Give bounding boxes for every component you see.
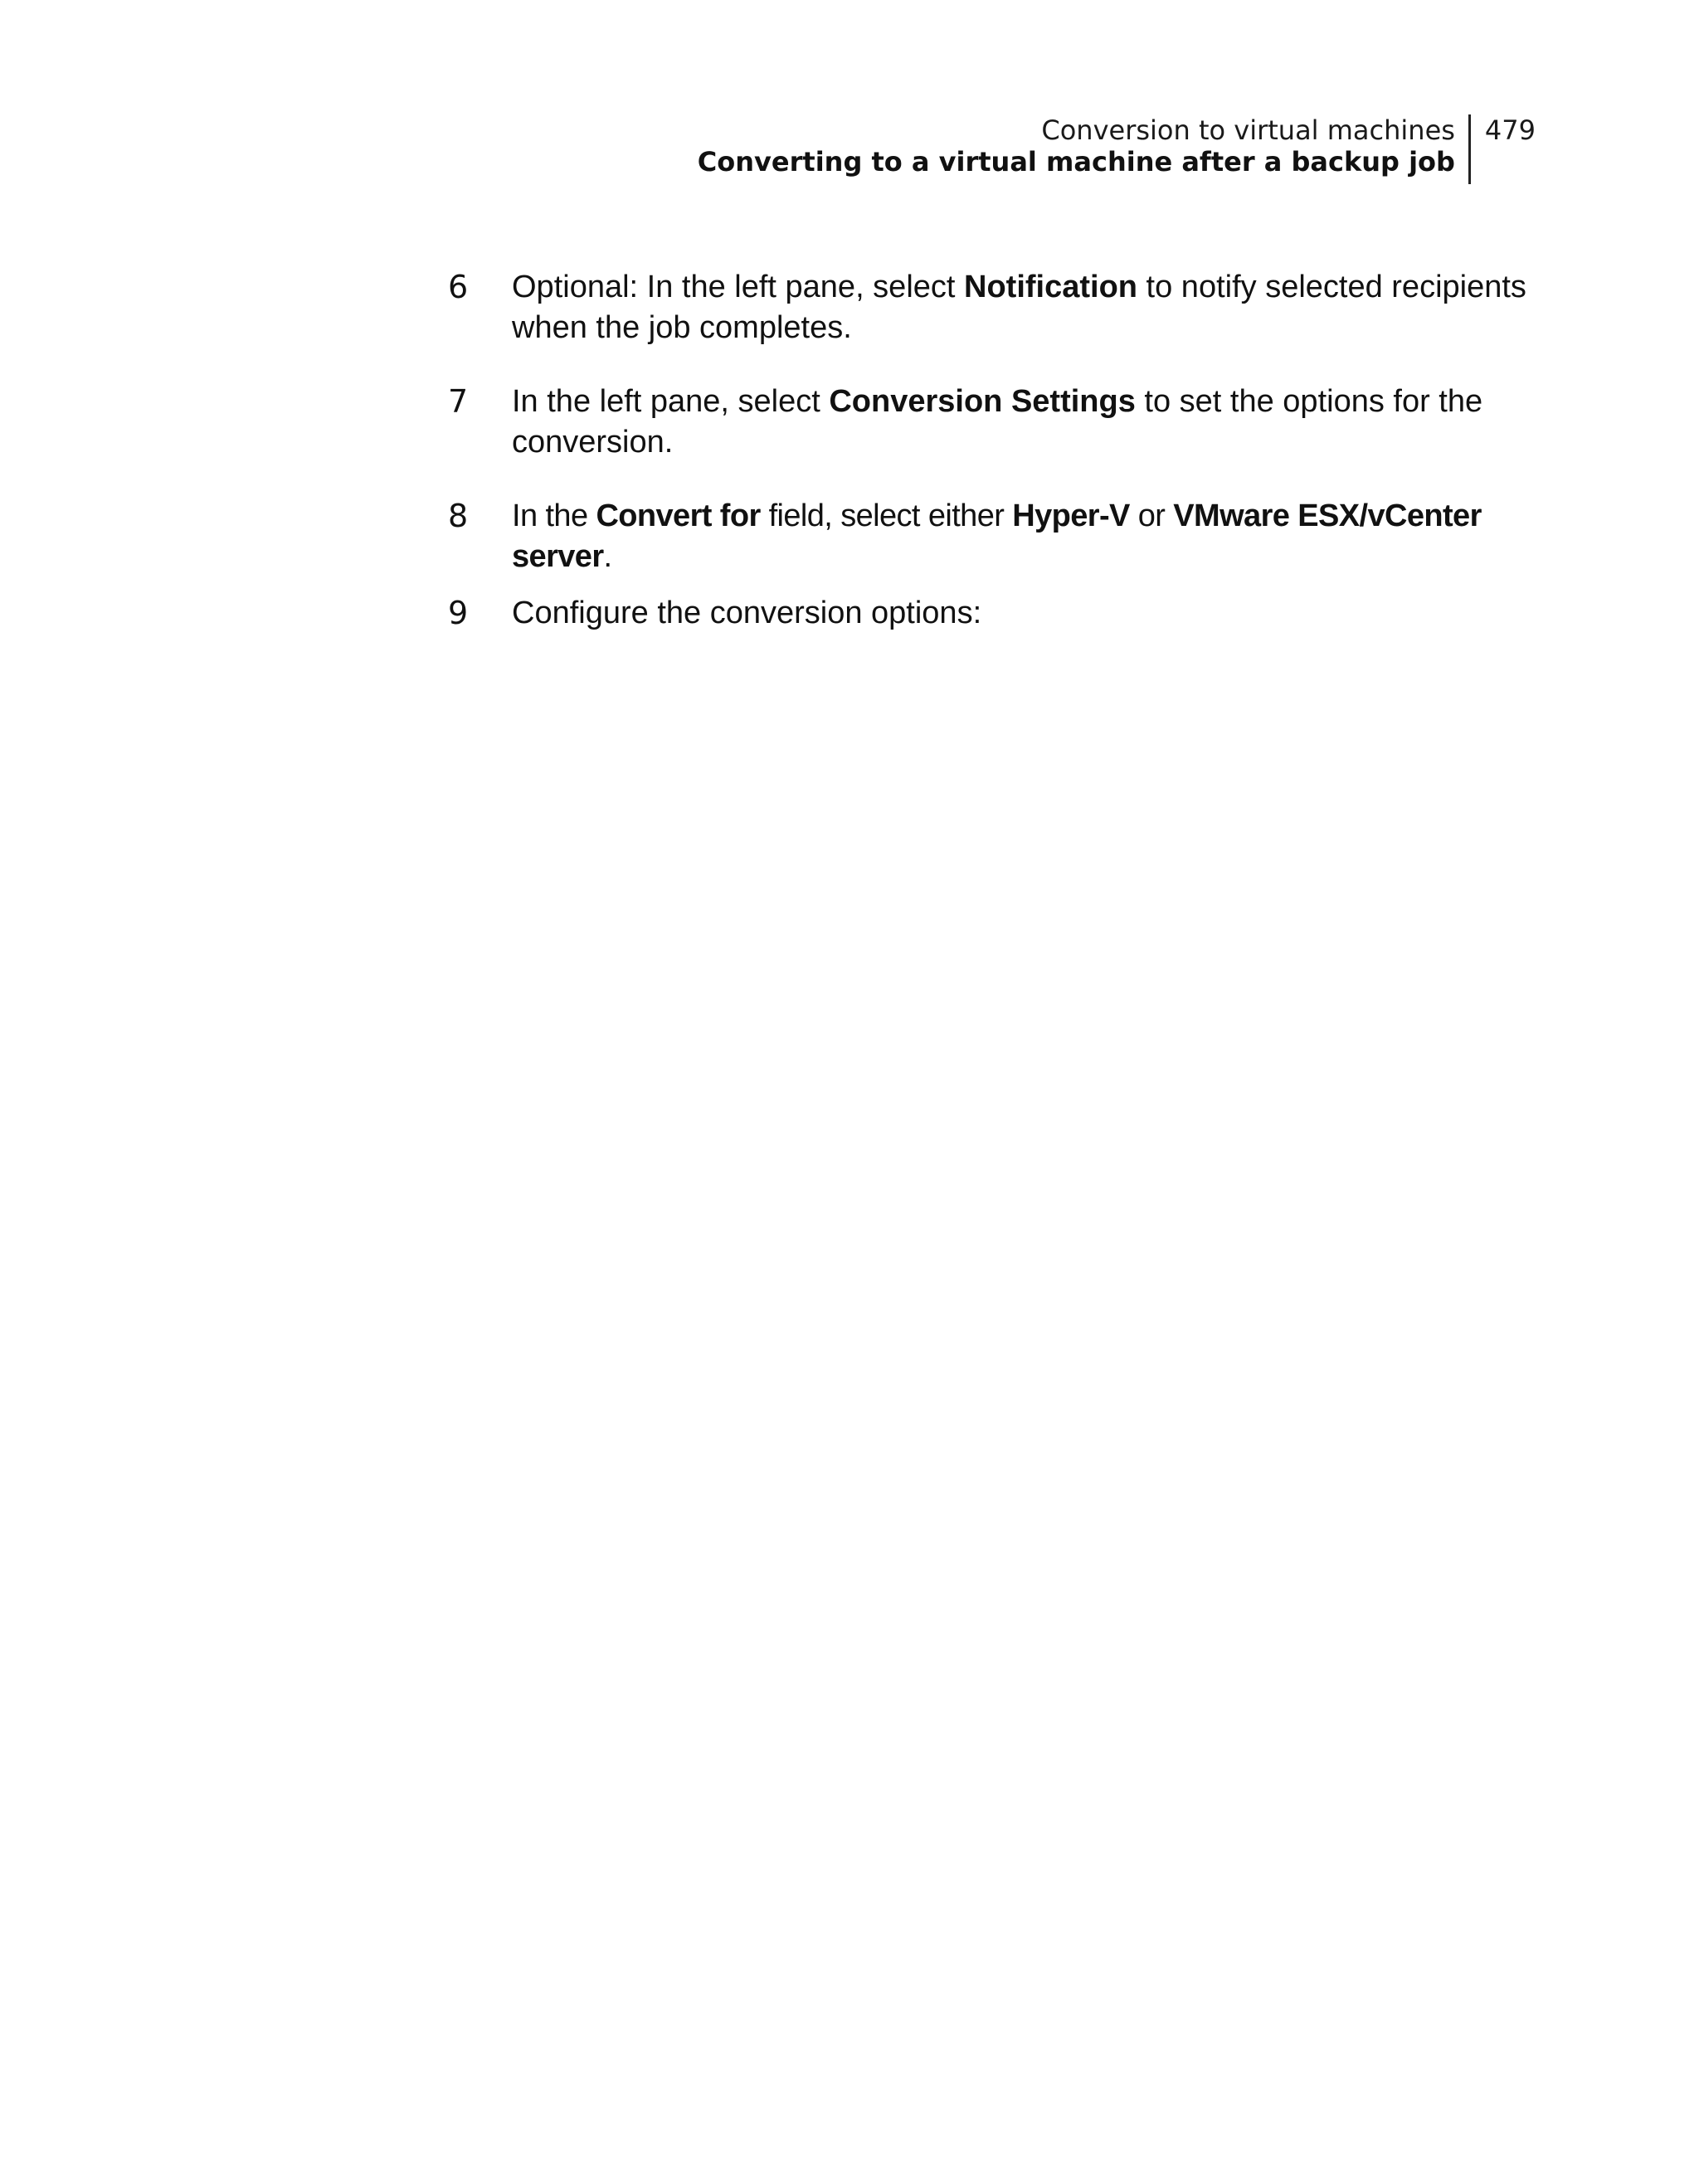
step-7 <box>448 382 1543 463</box>
step-text <box>512 382 1543 463</box>
step-8 <box>448 496 1543 577</box>
step-text-part: In the left pane, select <box>512 384 830 419</box>
step-number: 7 <box>448 383 469 420</box>
step-text <box>512 496 1543 577</box>
step-text-part: or <box>1129 499 1174 533</box>
step-text-part: Optional: In the left pane, select <box>512 270 965 304</box>
header-titles <box>698 114 1471 184</box>
page-number: 479 <box>1484 114 1536 146</box>
running-header <box>698 114 1536 184</box>
ui-term-vmware: VMware ESX/vCenter server <box>512 499 1482 574</box>
step-text-part: In the <box>512 499 596 533</box>
step-text-part: to set the options for the conversion. <box>512 384 1483 460</box>
step-text-part: field, select either <box>760 499 1013 533</box>
step-text-part: . <box>603 539 612 574</box>
step-text <box>512 267 1543 348</box>
step-number: 8 <box>448 498 468 534</box>
step-6 <box>448 267 1543 348</box>
ui-term-hyper-v: Hyper-V <box>1012 499 1130 533</box>
step-text <box>512 593 981 634</box>
ui-term-conversion-settings: Conversion Settings <box>829 384 1136 419</box>
section-title: Converting to a virtual machine after a backup job <box>697 146 1455 178</box>
ui-term-convert-for: Convert for <box>596 499 761 533</box>
step-number: 9 <box>448 595 469 631</box>
step-number: 6 <box>448 269 469 305</box>
step-text-part: Configure the conversion options: <box>512 596 982 630</box>
procedure-steps <box>448 267 1543 634</box>
step-9 <box>448 593 1543 634</box>
chapter-title: Conversion to virtual machines <box>1041 114 1455 146</box>
step-text-part: to notify selected recipients when the job completes. <box>512 270 1526 345</box>
ui-term-notification: Notification <box>964 270 1137 304</box>
